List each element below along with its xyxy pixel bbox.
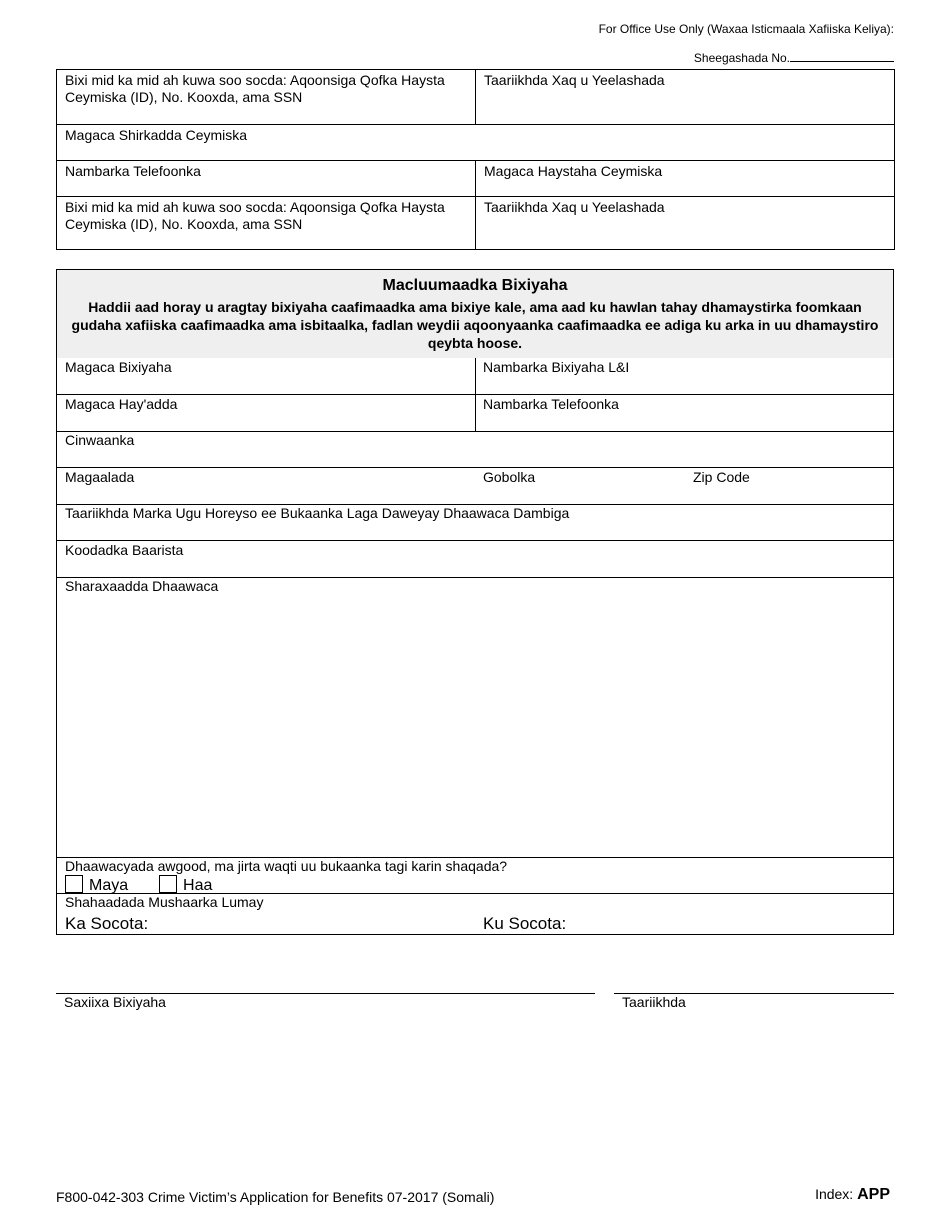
column-divider	[475, 358, 476, 431]
option-no-checkbox[interactable]	[65, 875, 83, 893]
provider-section-title: Macluumaadka Bixiyaha	[382, 277, 568, 294]
index-text: Index:	[815, 1186, 854, 1202]
injury-description-label: Sharaxaadda Dhaawaca	[65, 578, 219, 594]
to-date-label: Ku Socota:	[483, 914, 567, 933]
city-label: Magaalada	[65, 469, 135, 485]
provider-section-instructions: Haddii aad horay u aragtay bixiyaha caafimaadka ama bixiye kale, ama aad ku hawlan tahay dhamaystirka foomkaan gudaha xafiiska caafimaadka ama isbitaalka, fadlan weydii aqoonyaanka caafimaadka ee adiga ku arka in uu dhamaystiro qeybta hoose.	[71, 299, 879, 351]
insurance-phone-field[interactable]	[57, 161, 476, 197]
insurance-phone-label: Nambarka Telefoonka	[65, 163, 201, 179]
row-divider	[57, 431, 893, 432]
signature-date-label: Taariikhda	[622, 994, 686, 1010]
index-value: APP	[857, 1186, 890, 1203]
provider-name-label: Magaca Bixiyaha	[65, 359, 172, 375]
insurance-id-field-1[interactable]	[57, 70, 476, 125]
provider-section	[56, 269, 894, 935]
row-divider	[57, 467, 893, 468]
injury-description-area[interactable]	[57, 596, 893, 856]
row-divider	[57, 540, 893, 541]
form-id: F800-042-303 Crime Victim’s Application for Benefits 07-2017 (Somali)	[56, 1189, 495, 1205]
insurance-id-label-1: Bixi mid ka mid ah kuwa soo socda: Aqoonsiga Qofka Haysta Ceymiska (ID), No. Kooxda, ama SSN	[65, 72, 445, 105]
facility-name-label: Magaca Hay'adda	[65, 396, 178, 412]
report-number-label: Sheegashada No.	[693, 51, 790, 65]
index-label	[815, 1186, 890, 1204]
eligibility-date-label-1: Taariikhda Xaq u Yeelashada	[484, 72, 665, 88]
work-question-options	[65, 875, 212, 895]
policyholder-name-field[interactable]	[476, 161, 895, 197]
option-yes-checkbox[interactable]	[159, 875, 177, 893]
option-no-label: Maya	[89, 877, 129, 894]
provider-li-number-label: Nambarka Bixiyaha L&I	[483, 359, 630, 375]
first-treatment-date-label: Taariikhda Marka Ugu Horeyso ee Bukaanka Laga Daweyay Dhaawaca Dambiga	[65, 505, 570, 521]
work-question-label: Dhaawacyada awgood, ma jirta waqti uu bukaanka tagi karin shaqada?	[65, 858, 508, 874]
state-label: Gobolka	[483, 469, 536, 485]
office-use-text: For Office Use Only (Waxaa Isticmaala Xafiiska Keliya):	[598, 22, 894, 36]
from-date-label: Ka Socota:	[65, 914, 149, 933]
insurance-id-label-2: Bixi mid ka mid ah kuwa soo socda: Aqoonsiga Qofka Haysta Ceymiska (ID), No. Kooxda, ama SSN	[65, 199, 445, 232]
insurance-company-field[interactable]	[57, 125, 895, 161]
eligibility-date-field-2[interactable]	[476, 197, 895, 250]
insurance-company-label: Magaca Shirkadda Ceymiska	[65, 127, 248, 143]
policyholder-name-label: Magaca Haystaha Ceymiska	[484, 163, 663, 179]
insurance-id-field-2[interactable]	[57, 197, 476, 250]
insurance-table	[56, 69, 895, 250]
eligibility-date-field-1[interactable]	[476, 70, 895, 125]
provider-section-header	[57, 270, 893, 358]
report-number-field[interactable]	[694, 49, 894, 65]
eligibility-date-label-2: Taariikhda Xaq u Yeelashada	[484, 199, 665, 215]
provider-signature-label: Saxiixa Bixiyaha	[64, 994, 166, 1010]
time-loss-cert-label: Shahaadada Mushaarka Lumay	[65, 894, 264, 910]
provider-phone-label: Nambarka Telefoonka	[483, 396, 619, 412]
report-number-line[interactable]	[790, 49, 894, 62]
zip-label: Zip Code	[693, 469, 750, 485]
option-yes-label: Haa	[183, 877, 213, 894]
office-use-label	[599, 22, 894, 36]
diagnosis-code-label: Koodadka Baarista	[65, 542, 184, 558]
address-label: Cinwaanka	[65, 432, 135, 448]
